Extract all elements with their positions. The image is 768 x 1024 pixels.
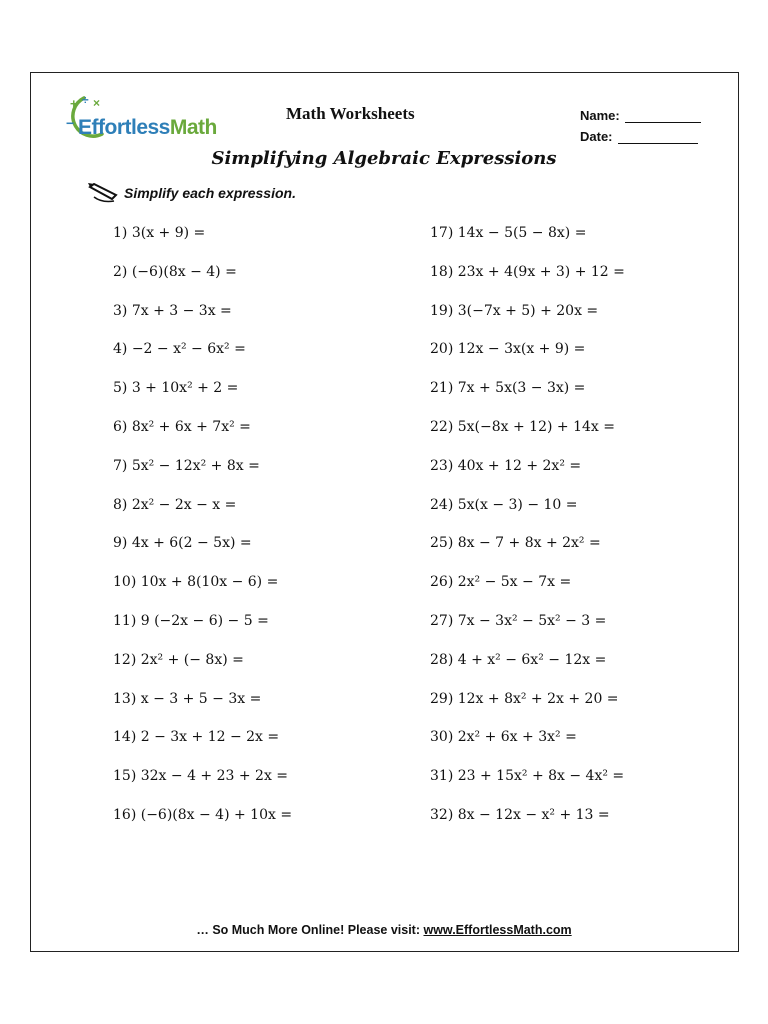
problem-item: 28) 4 + x² − 6x² − 12x = [430, 651, 607, 668]
problem-item: 15) 32x − 4 + 23 + 2x = [113, 768, 289, 785]
svg-text:÷: ÷ [82, 93, 89, 107]
name-label: Name: [580, 108, 620, 123]
problem-item: 27) 7x − 3x² − 5x² − 3 = [430, 613, 607, 629]
problem-item: 16) (−6)(8x − 4) + 10x = [113, 807, 293, 823]
name-field [580, 108, 701, 123]
problem-item: 13) x − 3 + 5 − 3x = [113, 690, 262, 707]
instruction-text: Simplify each expression. [124, 185, 296, 201]
footer [0, 923, 768, 937]
header-title: Math Worksheets [286, 104, 415, 123]
worksheet-title: Simplifying Algebraic Expressions [211, 148, 557, 169]
problem-item: 32) 8x − 12x − x² + 13 = [430, 807, 610, 823]
date-label: Date: [580, 129, 613, 144]
problem-item: 25) 8x − 7 + 8x + 2x² = [430, 535, 601, 552]
logo-text-math: Math [169, 116, 217, 139]
svg-text:+: + [70, 96, 78, 111]
footer-link[interactable]: www.EffortlessMath.com [423, 923, 572, 937]
problem-item: 6) 8x² + 6x + 7x² = [113, 419, 251, 435]
problem-item: 12) 2x² + (− 8x) = [113, 651, 244, 668]
footer-text: … So Much More Online! Please visit: [196, 923, 424, 937]
problem-item: 21) 7x + 5x(3 − 3x) = [430, 380, 586, 397]
problem-item: 5) 3 + 10x² + 2 = [113, 380, 239, 397]
problem-item: 31) 23 + 15x² + 8x − 4x² = [430, 768, 625, 785]
problem-item: 19) 3(−7x + 5) + 20x = [430, 302, 599, 319]
name-line [625, 110, 701, 123]
problem-item: 4) −2 − x² − 6x² = [113, 341, 246, 358]
svg-text:−: − [66, 115, 75, 131]
problem-item: 30) 2x² + 6x + 3x² = [430, 729, 577, 746]
problem-item: 10) 10x + 8(10x − 6) = [113, 574, 279, 591]
problem-item: 1) 3(x + 9) = [113, 225, 206, 241]
problem-item: 14) 2 − 3x + 12 − 2x = [113, 729, 280, 746]
problem-item: 3) 7x + 3 − 3x = [113, 302, 232, 319]
problem-item: 24) 5x(x − 3) − 10 = [430, 496, 578, 513]
date-field [580, 129, 698, 144]
problem-item: 22) 5x(−8x + 12) + 14x = [430, 419, 615, 435]
problem-item: 29) 12x + 8x² + 2x + 20 = [430, 690, 619, 707]
svg-text:×: × [93, 96, 101, 110]
pencil-icon [88, 183, 120, 203]
problem-item: 20) 12x − 3x(x + 9) = [430, 341, 586, 358]
problem-item: 2) (−6)(8x − 4) = [113, 263, 237, 280]
logo-text-effortless: Effortless [78, 116, 170, 139]
logo-wordmark [78, 116, 217, 140]
instruction [88, 183, 296, 203]
problem-item: 8) 2x² − 2x − x = [113, 496, 237, 513]
problem-item: 18) 23x + 4(9x + 3) + 12 = [430, 263, 625, 280]
date-line [618, 131, 698, 144]
problem-item: 23) 40x + 12 + 2x² = [430, 457, 582, 474]
problem-item: 9) 4x + 6(2 − 5x) = [113, 535, 252, 552]
problem-item: 17) 14x − 5(5 − 8x) = [430, 225, 587, 241]
problem-item: 7) 5x² − 12x² + 8x = [113, 457, 260, 474]
problem-item: 11) 9 (−2x − 6) − 5 = [113, 613, 269, 629]
problem-item: 26) 2x² − 5x − 7x = [430, 574, 572, 591]
